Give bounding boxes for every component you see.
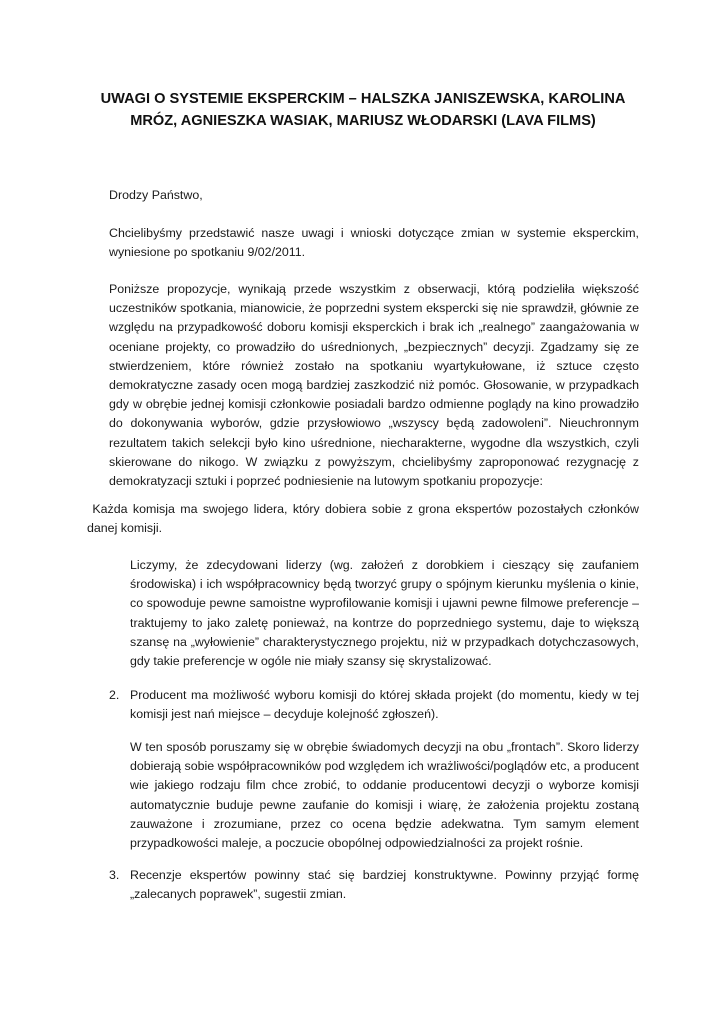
title-line-2: MRÓZ, AGNIESZKA WASIAK, MARIUSZ WŁODARSKI (LAVA FILMS) xyxy=(130,113,596,129)
title-line-1: UWAGI O SYSTEMIE EKSPERCKIM – HALSZKA JANISZEWSKA, KAROLINA xyxy=(100,91,626,107)
point-1-detail: Liczymy, że zdecydowani liderzy (wg. założeń z dorobkiem i cieszący się zaufaniem środowiska) i ich współpracownicy będą tworzyć grupy o spójnym kierunku myślenia o kinie, co spowoduje pewne samoistne wyprofilowanie komisji i ujawni pewne filmowe preferencje – traktujemy to jako zaletę ponieważ, na kontrze do poprzedniego systemu, daje to większą szansę na „wyłowienie” charakterystycznego projektu, niż w przypadkach dotychczasowych, gdy takie preferencje w ogóle nie miały szansy się skrystalizować. xyxy=(130,558,639,669)
point-3: Recenzje ekspertów powinny stać się bardziej konstruktywne. Powinny przyjąć formę „zalecanych poprawek”, sugestii zmian. xyxy=(130,868,639,902)
intro-paragraph: Chcielibyśmy przedstawić nasze uwagi i wnioski dotyczące zmian w systemie eksperckim, wyniesione po spotkaniu 9/02/2011. xyxy=(109,226,639,260)
point-2: Producent ma możliwość wyboru komisji do której składa projekt (do momentu, kiedy w tej komisji jest nań miejsce – decyduje kolejność zgłoszeń). xyxy=(130,688,639,722)
point-1: Każda komisja ma swojego lidera, który dobiera sobie z grona ekspertów pozostałych członków danej komisji. xyxy=(87,502,643,536)
point-2-detail: W ten sposób poruszamy się w obrębie świadomych decyzji na obu „frontach”. Skoro liderzy dobierają sobie współpracowników pod względem ich wrażliwości/poglądów etc, a producent wie jakiego rodzaju film chce zrobić, to oddanie producentowi decyzji o wyborze komisji automatycznie buduje pewne zaufanie do komisji i wiarę, że założenia projektu zostaną zauważone i zrozumiane, przez co ocena będzie adekwatna. Tym samym element przypadkowości maleje, a poczucie obopólnej odpowiedzialności za projekt rośnie. xyxy=(130,740,639,851)
document-title xyxy=(90,88,636,132)
greeting: Drodzy Państwo, xyxy=(109,188,203,202)
body-paragraph: Poniższe propozycje, wynikają przede wszystkim z obserwacji, którą podzieliła większość uczestników spotkania, mianowicie, że poprzedni system ekspercki się nie sprawdził, głównie ze względu na przypadkowość doboru komisji eksperckich i brak ich „realnego” zaangażowania w oceniane projekty, co prowadziło do uśrednionych, „bezpiecznych” decyzji. Zgadzamy się ze stwierdzeniem, które również zostało na spotkaniu wyartykułowane, iż sztuce często demokratyczne zasady ocen mogą bardziej zaszkodzić niż pomóc. Głosowanie, w przypadkach gdy w obrębie jednej komisji członkowie posiadali bardzo odmienne poglądy na kino prowadziło do dokonywania wyborów, gdzie przysłowiowo „wszyscy będą zadowoleni”. Nieuchronnym rezultatem takich selekcji było kino uśrednione, niecharakterne, wygodne dla wszystkich, czyli skierowane do nikogo. W związku z powyższym, chcielibyśmy zaproponować rezygnację z demokratyzacji sztuki i poprzeć podniesienie na lutowym spotkaniu propozycje: xyxy=(109,282,639,489)
point-3-number: 3. xyxy=(109,868,120,882)
point-2-number: 2. xyxy=(109,688,120,702)
